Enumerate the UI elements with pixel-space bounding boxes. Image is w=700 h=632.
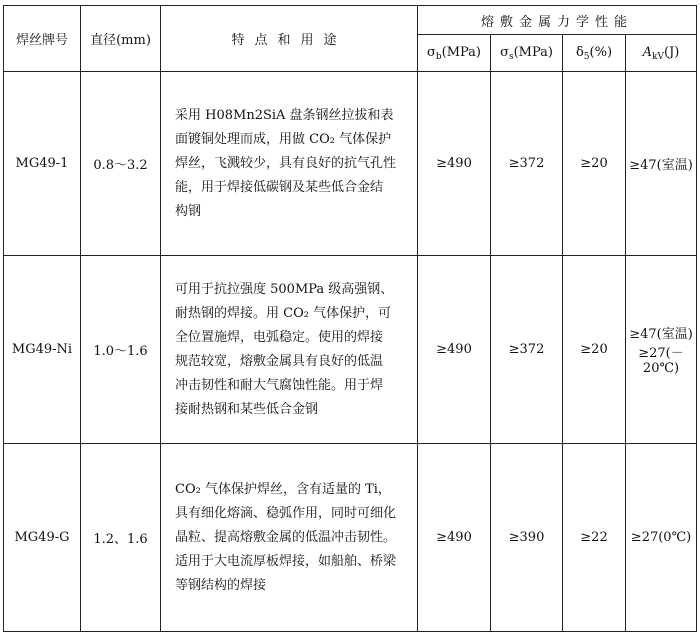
features-usage	[161, 444, 418, 632]
tensile-strength: ≥490	[418, 444, 491, 632]
tensile-strength: ≥490	[418, 72, 491, 256]
yield-strength: ≥390	[491, 444, 563, 632]
feature-line: 全位置施焊，电弧稳定。使用的焊接	[175, 329, 384, 345]
wire-grade: MG49-1	[4, 72, 81, 256]
header-tensile-strength: $\sigma_b(MPa)$	[418, 35, 491, 72]
feature-line: 可用于抗拉强度 500MPa 级高强钢、	[175, 281, 394, 297]
header-mechanical-properties: 熔敷金属力学性能	[418, 6, 697, 35]
feature-line: 耐热钢的焊接。用 CO₂ 气体保护，可	[175, 305, 392, 321]
feature-line: 冲击韧性和耐大气腐蚀性能。用于焊	[175, 377, 384, 393]
elongation: ≥22	[563, 444, 626, 632]
diameter: 1.0～1.6	[81, 256, 161, 444]
feature-line: 能，用于焊接低碳钢及某些低合金结	[175, 179, 384, 195]
header-yield-strength: $\sigma_s(MPa)$	[491, 35, 563, 72]
feature-line: 构钢	[175, 203, 202, 219]
header-features-usage: 特点和用途	[161, 6, 418, 72]
header-impact-energy: $A_{kV}(J)$	[626, 35, 697, 72]
elongation: ≥20	[563, 72, 626, 256]
impact-energy: ≥47(室温)	[626, 72, 697, 256]
feature-line: 焊丝，飞溅较少，具有良好的抗气孔性	[175, 155, 397, 171]
features-usage	[161, 72, 418, 256]
feature-line: 规范较宽，熔敷金属具有良好的低温	[175, 353, 384, 369]
wire-grade: MG49-Ni	[4, 256, 81, 444]
feature-line: CO₂ 气体保护焊丝，含有适量的 Ti，	[175, 481, 391, 497]
yield-strength: ≥372	[491, 256, 563, 444]
elongation: ≥20	[563, 256, 626, 444]
table-row	[4, 256, 697, 444]
feature-line: 等钢结构的焊接	[175, 577, 267, 593]
welding-wire-table	[3, 5, 697, 632]
feature-line: 接耐热钢和某些低合金钢	[175, 401, 319, 417]
header-elongation: $\delta_5(\%)$	[563, 35, 626, 72]
tensile-strength: ≥490	[418, 256, 491, 444]
yield-strength: ≥372	[491, 72, 563, 256]
features-usage	[161, 256, 418, 444]
feature-line: 适用于大电流厚板焊接，如船舶、桥梁	[175, 553, 397, 569]
feature-line: 晶粒、提高熔敷金属的低温冲击韧性。	[175, 529, 397, 545]
diameter: 1.2、1.6	[81, 444, 161, 632]
impact-energy: ≥47(室温) ≥27(－20℃)	[626, 256, 697, 444]
feature-line: 采用 H08Mn2SiA 盘条钢丝拉拔和表	[175, 107, 394, 123]
impact-energy: ≥27(0℃)	[626, 444, 697, 632]
table-row	[4, 72, 697, 256]
feature-line: 面镀铜处理而成，用做 CO₂ 气体保护	[175, 131, 392, 147]
table-row	[4, 444, 697, 632]
header-wire-grade: 焊丝牌号	[4, 6, 81, 72]
diameter: 0.8～3.2	[81, 72, 161, 256]
feature-line: 具有细化熔滴、稳弧作用，同时可细化	[175, 505, 397, 521]
wire-grade: MG49-G	[4, 444, 81, 632]
header-diameter: 直径(mm)	[81, 6, 161, 72]
